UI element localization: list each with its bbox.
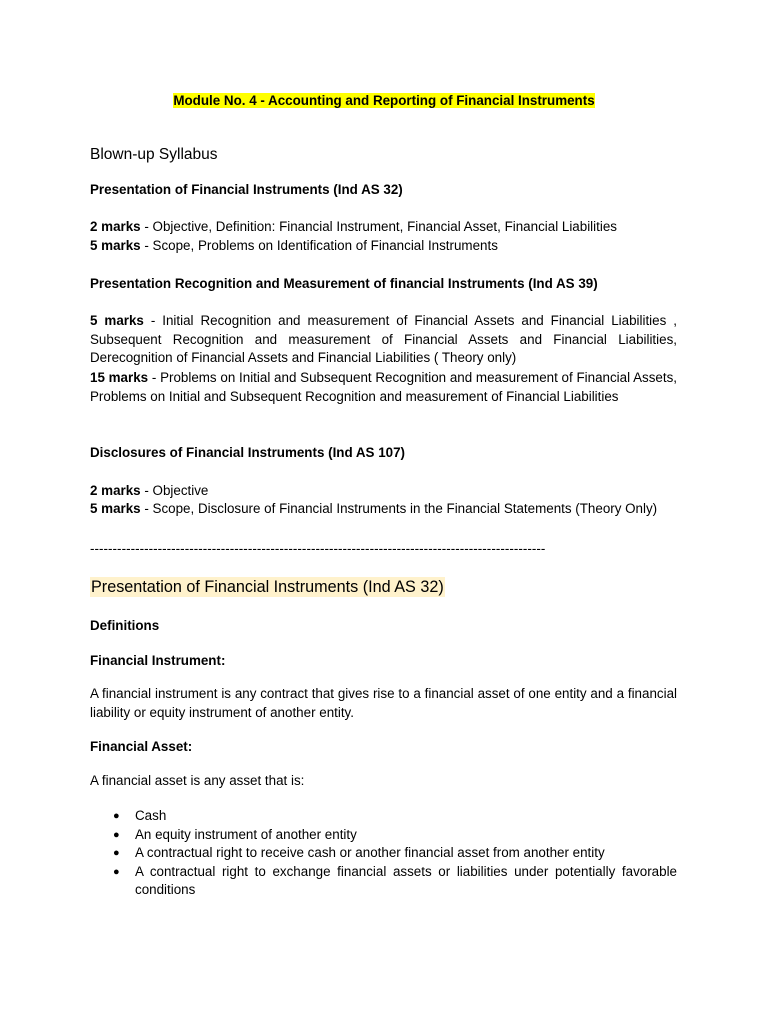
item-text: - Problems on Initial and Subsequent Recognition and measurement of Financial Assets, Problems on Initial and Subsequent Recognition and measurement of Financial Liabilities	[90, 370, 677, 404]
section-heading-line	[90, 578, 677, 598]
section-heading: Presentation of Financial Instruments (Ind AS 32)	[91, 578, 444, 596]
item-text: - Objective	[140, 483, 209, 498]
bullet-icon: ●	[113, 847, 120, 860]
marks-label: 2 marks	[90, 483, 141, 498]
module-title: Module No. 4 - Accounting and Reporting of Financial Instruments	[173, 93, 595, 108]
syllabus-section-2-title: Presentation Recognition and Measurement of financial Instruments (Ind AS 39)	[90, 276, 598, 291]
syllabus-section-3-item-1	[90, 482, 677, 501]
list-item	[90, 863, 677, 900]
list-item	[90, 807, 677, 826]
syllabus-section-1-item-2	[90, 237, 677, 256]
list-item-text: A contractual right to receive cash or another financial asset from another entity	[135, 845, 605, 861]
bullet-icon: ●	[113, 865, 120, 878]
list-item	[90, 844, 677, 863]
financial-asset-intro: A financial asset is any asset that is:	[90, 773, 305, 788]
syllabus-heading: Blown-up Syllabus	[90, 146, 218, 163]
bullet-icon: ●	[113, 810, 120, 822]
marks-label: 15 marks	[90, 370, 149, 385]
marks-label: 5 marks	[90, 238, 141, 253]
syllabus-section-2-item-2	[90, 369, 677, 406]
item-text: - Objective, Definition: Financial Instrument, Financial Asset, Financial Liabilities	[140, 219, 617, 234]
financial-instrument-label: Financial Instrument:	[90, 653, 226, 668]
module-title-line	[0, 92, 768, 111]
marks-label: 2 marks	[90, 219, 141, 234]
bullet-icon: ●	[113, 828, 120, 841]
definitions-label: Definitions	[90, 618, 160, 633]
marks-label: 5 marks	[90, 501, 141, 516]
syllabus-section-1-item-1	[90, 218, 677, 237]
syllabus-section-3-title: Disclosures of Financial Instruments (Ind AS 107)	[90, 445, 406, 460]
syllabus-section-2-item-1	[90, 312, 677, 368]
syllabus-section-3-item-2	[90, 500, 677, 519]
item-text: - Initial Recognition and measurement of Financial Assets and Financial Liabilities , Subsequent Recognition and measurement of Financial Assets and Financial Liabilities, Derecognition of Financial Assets and Financial Liabilities ( Theory only)	[90, 313, 677, 366]
marks-label: 5 marks	[90, 313, 144, 328]
financial-asset-list	[90, 807, 677, 900]
dashed-divider: -----------------------------------------------------------------------------------------------------	[90, 541, 546, 556]
list-item-text: Cash	[135, 808, 167, 823]
list-item	[90, 826, 677, 845]
list-item-text: An equity instrument of another entity	[135, 826, 357, 842]
financial-asset-label: Financial Asset:	[90, 739, 193, 754]
item-text: - Scope, Problems on Identification of Financial Instruments	[140, 238, 498, 253]
item-text: - Scope, Disclosure of Financial Instruments in the Financial Statements (Theory Only)	[140, 501, 658, 516]
financial-instrument-text: A financial instrument is any contract that gives rise to a financial asset of one entity and a financial liability or equity instrument of another entity.	[90, 686, 677, 720]
syllabus-section-1-title: Presentation of Financial Instruments (Ind AS 32)	[90, 182, 403, 197]
list-item-text: A contractual right to exchange financial assets or liabilities under potentially favorable conditions	[135, 863, 677, 898]
